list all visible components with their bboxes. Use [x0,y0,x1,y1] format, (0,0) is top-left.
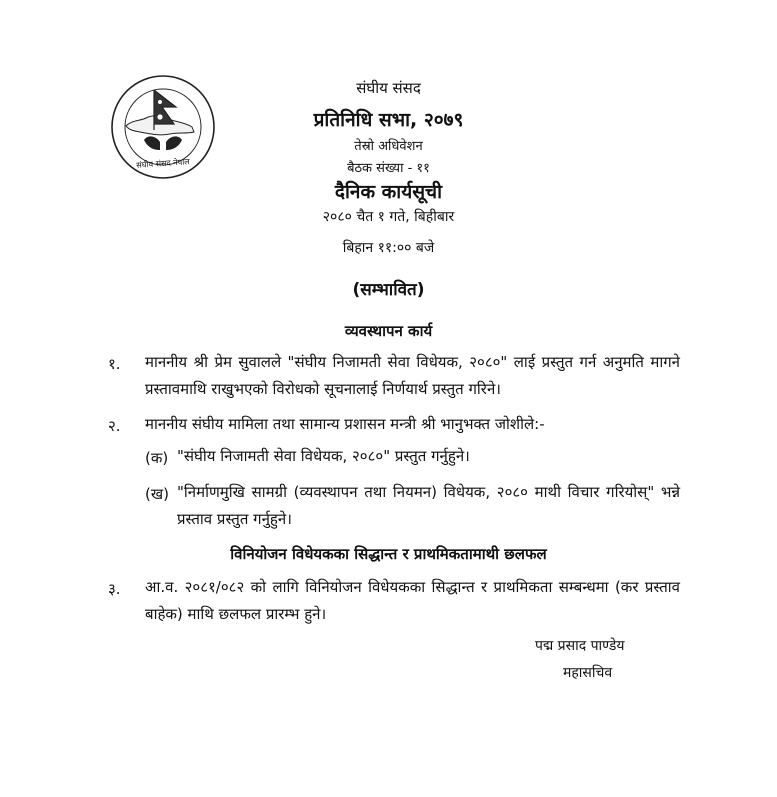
section-heading-legislation: व्यवस्थापन कार्य [344,322,433,340]
subitem-text: "संघीय निजामती सेवा विधेयक, २०८०" प्रस्तुत गर्नुहुने। [177,447,470,465]
item-text: माननीय संघीय मामिला तथा सामान्य प्रशासन मन्त्री श्री भानुभक्त जोशीले:- [145,415,545,433]
date-line: २०८० चैत १ गते, बिहीबार [322,209,455,225]
item-text: माननीय श्री प्रेम सुवालले "संघीय निजामती सेवा विधेयक, २०८०" लाई प्रस्तुत गर्न अनुमति मागने प्रस्तावमाथि राखुभएको विरोधको सूचनालाई निर्णयार्थ प्रस्तुत गरिने। [145,353,680,398]
time-line: बिहान ११:०० बजे [342,240,435,256]
meeting-number: बैठक संख्या - ११ [347,161,430,176]
house-title: प्रतिनिधि सभा, २०७९ [313,109,464,131]
subitem-label: (ख) [145,485,169,503]
probable-label: (सम्भावित) [352,280,425,300]
item-number: १. [108,355,121,373]
item-text: आ.व. २०८१/०८२ को लागि विनियोजन विधेयकका सिद्धान्त र प्राथमिकता सम्बन्धमा (कर प्रस्ताव बाहेक) माथि छलफल प्रारम्भ हुने। [145,578,680,623]
section-heading-appropriation: विनियोजन विधेयकका सिद्धान्त र प्राथमिकतामाथी छलफल [230,545,547,563]
session-label: तेस्रो अधिवेशन [354,139,423,154]
subitem-label: (क) [145,449,169,467]
parliament-name: संघीय संसद [356,79,421,97]
signatory-designation: महासचिव [563,665,613,681]
item-number: ३. [108,580,121,598]
item-number: २. [108,417,121,435]
signatory-name: पद्म प्रसाद पाण्डेय [535,638,625,654]
page-title: दैनिक कार्यसूची [334,181,443,203]
emblem-text: संघीय संसद नेपाल [136,157,190,170]
subitem-text: "निर्माणमुखि सामग्री (व्यवस्थापन तथा नियमन) विधेयक, २०८० माथी विचार गरियोस्" भन्ने प्रस्ताव प्रस्तुत गर्नुहुने। [177,483,680,528]
